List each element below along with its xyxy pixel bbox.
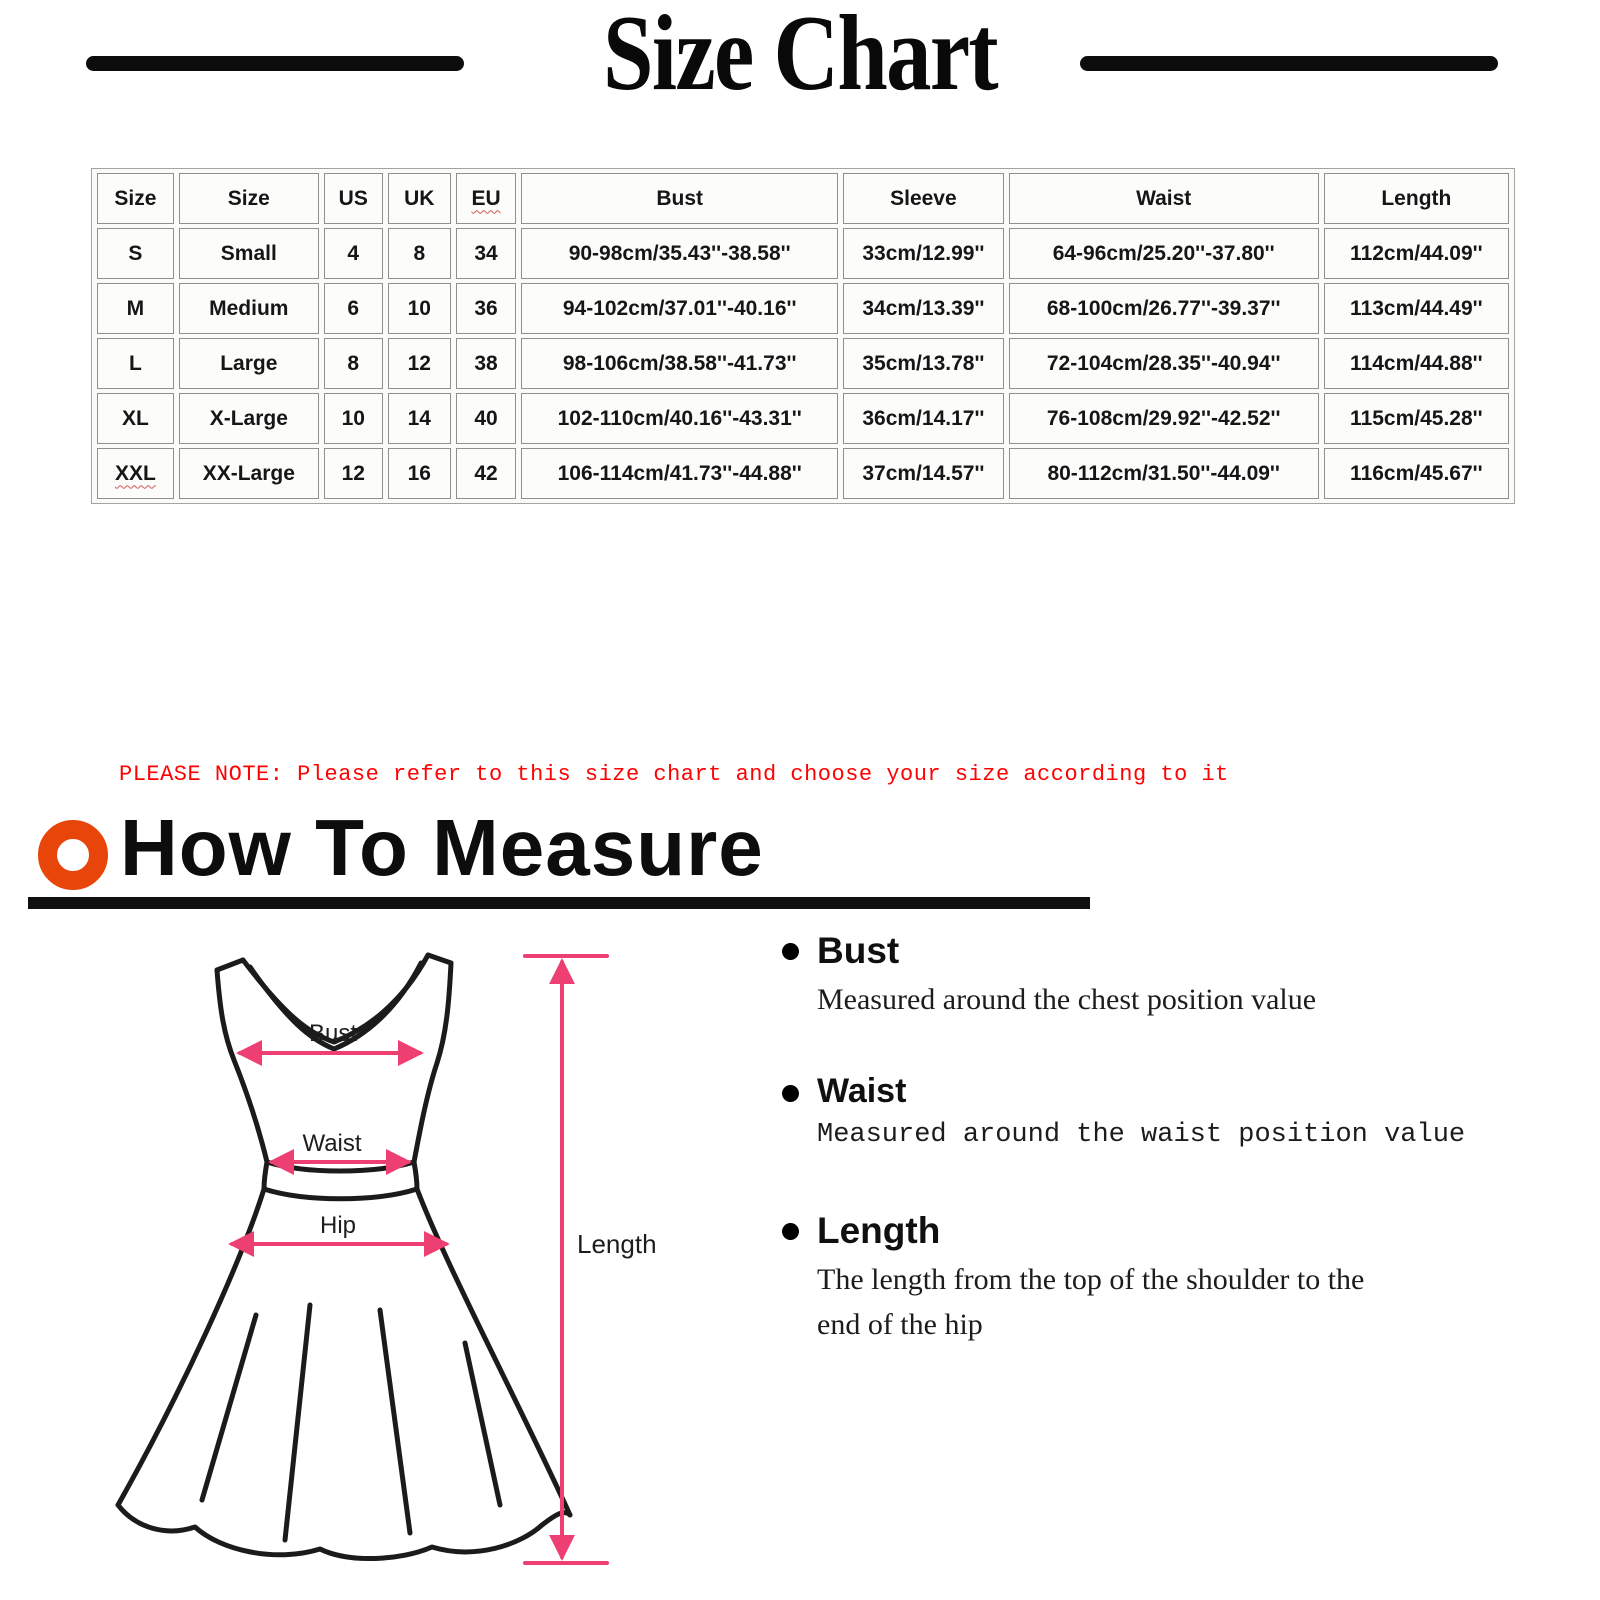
size-note: PLEASE NOTE: Please refer to this size chart and choose your size according to it bbox=[119, 762, 1229, 787]
size-table-header-cell: Size bbox=[97, 173, 174, 224]
size-table-cell: 10 bbox=[388, 283, 451, 334]
size-table-cell: XX-Large bbox=[179, 448, 319, 499]
measure-item-bust bbox=[782, 930, 1316, 1022]
size-table-cell: Large bbox=[179, 338, 319, 389]
size-table-header-cell: Size bbox=[179, 173, 319, 224]
size-table-cell: 34cm/13.39'' bbox=[843, 283, 1004, 334]
bullet-icon bbox=[782, 943, 799, 960]
size-table-cell: 42 bbox=[456, 448, 516, 499]
size-table-cell: 33cm/12.99'' bbox=[843, 228, 1004, 279]
title-divider-right-bar bbox=[1080, 56, 1498, 71]
size-table-cell: S bbox=[97, 228, 174, 279]
size-table-header-cell: Bust bbox=[521, 173, 838, 224]
size-table-cell: XXL bbox=[97, 448, 174, 499]
size-table-header-row bbox=[97, 173, 1509, 224]
size-table-cell: 116cm/45.67'' bbox=[1324, 448, 1509, 499]
bust-label: Bust bbox=[308, 1020, 358, 1047]
bullet-icon bbox=[782, 1223, 799, 1240]
size-table-cell: 114cm/44.88'' bbox=[1324, 338, 1509, 389]
size-table-cell: 14 bbox=[388, 393, 451, 444]
size-table-cell: 16 bbox=[388, 448, 451, 499]
size-table-row bbox=[97, 283, 1509, 334]
measure-item-description: Measured around the waist position value bbox=[817, 1120, 1466, 1151]
size-table-cell: 94-102cm/37.01''-40.16'' bbox=[521, 283, 838, 334]
measure-item-label: Bust bbox=[817, 930, 900, 971]
size-table-cell: 37cm/14.57'' bbox=[843, 448, 1004, 499]
size-table-cell: 10 bbox=[324, 393, 383, 444]
how-to-measure-underline bbox=[28, 897, 1090, 909]
size-table-cell: 12 bbox=[324, 448, 383, 499]
size-table-cell: 34 bbox=[456, 228, 516, 279]
measure-item-label: Length bbox=[817, 1210, 941, 1251]
size-table-cell: 64-96cm/25.20''-37.80'' bbox=[1009, 228, 1319, 279]
measure-item-description: The length from the top of the shoulder to the end of the hip bbox=[817, 1262, 1365, 1341]
size-table-row bbox=[97, 393, 1509, 444]
size-table-cell: 102-110cm/40.16''-43.31'' bbox=[521, 393, 838, 444]
size-table-cell: 12 bbox=[388, 338, 451, 389]
page-title: Size Chart bbox=[603, 0, 997, 113]
size-table-cell: M bbox=[97, 283, 174, 334]
size-table-row bbox=[97, 228, 1509, 279]
size-table-cell: 8 bbox=[324, 338, 383, 389]
measure-item-label: Waist bbox=[817, 1072, 907, 1110]
size-table-cell: 36cm/14.17'' bbox=[843, 393, 1004, 444]
size-table-cell: L bbox=[97, 338, 174, 389]
size-table-cell: 40 bbox=[456, 393, 516, 444]
size-table-cell: 115cm/45.28'' bbox=[1324, 393, 1509, 444]
size-table-header-cell: US bbox=[324, 173, 383, 224]
measure-item-description: Measured around the chest position value bbox=[817, 982, 1317, 1016]
size-table-header-cell: Sleeve bbox=[843, 173, 1004, 224]
size-table-cell: 106-114cm/41.73''-44.88'' bbox=[521, 448, 838, 499]
size-table-cell: 76-108cm/29.92''-42.52'' bbox=[1009, 393, 1319, 444]
size-table-row bbox=[97, 338, 1509, 389]
size-table-header-cell: UK bbox=[388, 173, 451, 224]
size-table-header-cell: Length bbox=[1324, 173, 1509, 224]
title-divider-left-bar bbox=[86, 56, 464, 71]
size-table-cell: 112cm/44.09'' bbox=[1324, 228, 1509, 279]
waist-label: Waist bbox=[302, 1130, 362, 1157]
size-table-cell: 4 bbox=[324, 228, 383, 279]
size-table-cell: XL bbox=[97, 393, 174, 444]
size-table-cell: 36 bbox=[456, 283, 516, 334]
orange-ring-icon bbox=[38, 820, 108, 890]
size-table-row bbox=[97, 448, 1509, 499]
dress-measurement-diagram bbox=[80, 915, 700, 1585]
size-table-cell: 35cm/13.78'' bbox=[843, 338, 1004, 389]
size-table-cell: 80-112cm/31.50''-44.09'' bbox=[1009, 448, 1319, 499]
size-table-cell: 8 bbox=[388, 228, 451, 279]
size-table-cell: 6 bbox=[324, 283, 383, 334]
length-label: Length bbox=[577, 1229, 657, 1259]
size-table-cell: 72-104cm/28.35''-40.94'' bbox=[1009, 338, 1319, 389]
size-table-header-cell: EU bbox=[456, 173, 516, 224]
bullet-icon bbox=[782, 1085, 799, 1102]
size-table-cell: Small bbox=[179, 228, 319, 279]
measure-item-length bbox=[782, 1210, 1405, 1347]
size-table-cell: 113cm/44.49'' bbox=[1324, 283, 1509, 334]
hip-label: Hip bbox=[319, 1212, 357, 1239]
size-table-cell: 98-106cm/38.58''-41.73'' bbox=[521, 338, 838, 389]
size-table bbox=[91, 168, 1515, 504]
size-table-header-cell: Waist bbox=[1009, 173, 1319, 224]
size-table-cell: Medium bbox=[179, 283, 319, 334]
how-to-measure-heading: How To Measure bbox=[120, 803, 764, 892]
measure-item-waist bbox=[782, 1072, 1465, 1156]
size-table-cell: 68-100cm/26.77''-39.37'' bbox=[1009, 283, 1319, 334]
size-table-cell: X-Large bbox=[179, 393, 319, 444]
size-table-cell: 38 bbox=[456, 338, 516, 389]
size-table-cell: 90-98cm/35.43''-38.58'' bbox=[521, 228, 838, 279]
